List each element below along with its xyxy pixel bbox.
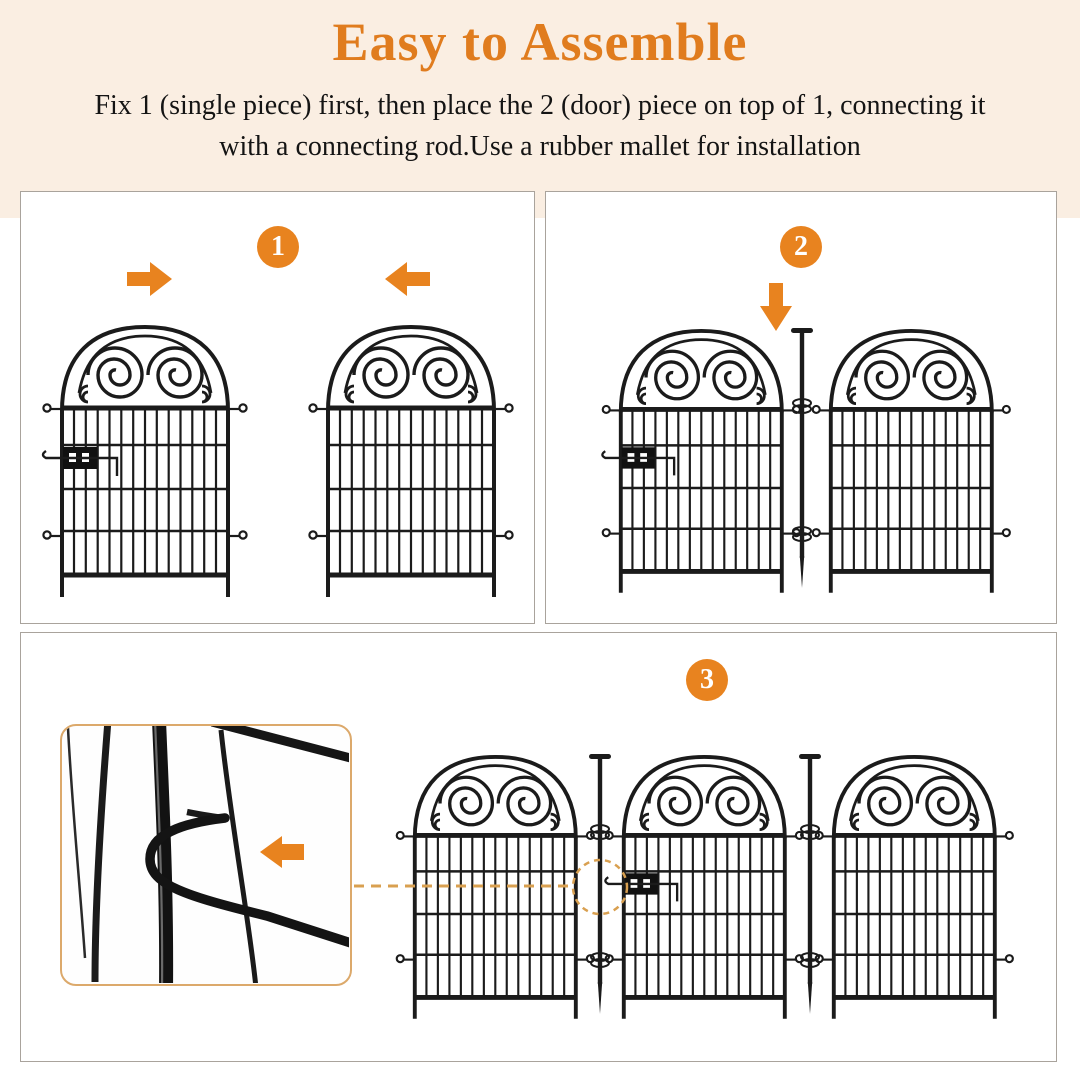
step-2-badge: 2 [780, 226, 822, 268]
arrow-left-icon [385, 262, 430, 296]
fence-single-piece [816, 757, 1013, 1019]
connecting-rod [791, 328, 813, 588]
step-3-badge: 3 [686, 659, 728, 701]
arrow-left-icon [260, 836, 304, 868]
arrow-right-icon [127, 262, 172, 296]
fence-single-piece [309, 327, 512, 597]
step-2-figure [602, 283, 1009, 593]
fence-door-piece [43, 327, 247, 597]
detail-inset [60, 724, 352, 986]
page-title: Easy to Assemble [332, 12, 748, 72]
fence-door-piece [605, 757, 802, 1019]
fence-single-piece [813, 331, 1010, 593]
fence-single-piece [397, 757, 594, 1019]
fence-door-piece [602, 331, 799, 593]
detail-inset-photo [62, 726, 349, 983]
step-1-badge: 1 [257, 226, 299, 268]
step-3-figure [354, 754, 1013, 1019]
connecting-rod [799, 754, 821, 1014]
subtitle-line-1: Fix 1 (single piece) first, then place the 2 (door) piece on top of 1, connecting it [94, 90, 986, 121]
step-1-figure [43, 262, 513, 597]
arrow-down-icon [760, 283, 792, 331]
subtitle-line-2: with a connecting rod.Use a rubber mallet for installation [219, 131, 861, 162]
